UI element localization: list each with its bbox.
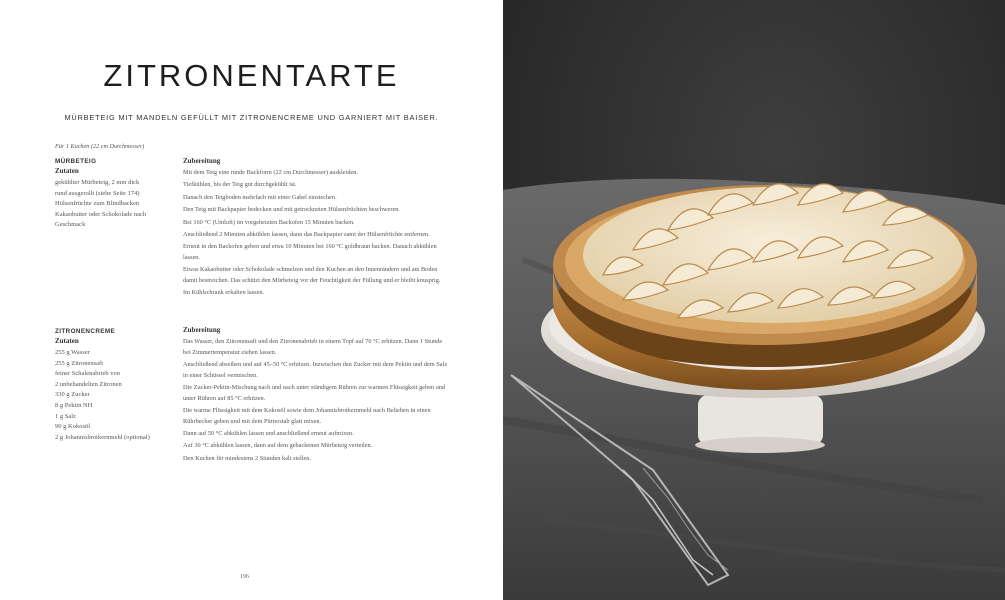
ingredients-item: 1 g Salz [55,412,76,420]
page-number: 196 [240,574,249,580]
steps-item: Die warme Flüssigkeit mit dem Kokosöl sowie dem Johannisbrotkernmehl nach Belieben in einen Rührbecher geben und mit dem Pürierstab glatt mixen. [183,406,431,425]
steps-item: Die Zucker-Pektin-Mischung nach und nach unter ständigem Rühren zur warmen Flüssigkeit geben und unter Rühren auf 85 °C erhitzen. [183,383,446,402]
steps-item: Erneut in den Backofen geben und etwa 10 Minuten bei 160 °C goldbraun backen. Danach abkühlen lassen. [183,243,437,261]
ingredients-item: feiner Schalenabrieb von [55,370,120,378]
ingredients-item: 330 g Zucker [55,391,90,399]
steps-heading: Zubereitung [183,326,221,334]
steps-item: Etwas Kakaobutter oder Schokolade schmelzen und den Kuchen an den Innenrändern und am Boden damit bestreichen. Das schützt den Mürbeteig vor der Feuchtigkeit der Füllung und er bleibt knusprig. [183,266,441,284]
ingredients-heading: Zutaten [55,167,79,175]
ingredients-heading: Zutaten [55,337,79,345]
ingredients-item: 255 g Zitronensaft [55,359,104,367]
ingredients-item: Kakaobutter oder Schokolade nach [55,210,147,218]
steps-item: Anschließend abseihen und auf 45–50 °C erhitzen. Inzwischen den Zucker mit dem Pektin und dem Salz in einer Schüssel vermischen. [183,360,448,379]
steps-item: Mit dem Teig eine runde Backform (22 cm Durchmesser) auskleiden. [183,169,359,176]
ingredients-item: 8 g Pektin NH [55,401,93,409]
section-title-zitronencreme: ZITRONENCREME [55,328,116,335]
steps-item: Danach den Teigboden mehrfach mit einer Gabel einstechen. [183,193,337,201]
ingredients-item: 2 g Johannisbrotkernmehl (optional) [55,433,150,441]
recipe-title: ZITRONENTARTE [103,58,400,93]
steps-item: Den Teig mit Backpapier bedecken und mit getrockneten Hülsenfrüchten beschweren. [183,206,400,214]
ingredients-item: Geschmack [55,221,86,229]
recipe-yield: Für 1 Kuchen (22 cm Durchmesser) [55,143,145,150]
steps-list [183,337,451,466]
ingredients-list [55,348,173,443]
steps-item: Bei 160 °C (Umluft) im vorgeheizten Backofen 15 Minuten backen. [183,218,355,226]
ingredients-item: 255 g Wasser [55,349,90,356]
steps-item: Anschließend 2 Minuten abkühlen lassen, dann das Backpapier samt der Hülsenfrüchte entfernen. [183,230,430,238]
steps-item: Das Wasser, den Zitronensaft und den Zitronenabrieb in einem Topf auf 70 °C erhitzen. Dann 1 Stunde bei Zimmertemperatur ziehen lassen. [183,338,443,356]
recipe-subtitle: MÜRBETEIG MIT MANDELN GEFÜLLT MIT ZITRONENCREME UND GARNIERT MIT BAISER. [64,113,439,122]
section-title-muerbeteig: MÜRBETEIG [55,158,97,165]
tart-photo-illustration [503,0,1005,600]
tart-photo [503,0,1005,600]
ingredients-list [55,178,173,231]
ingredients-item: 2 unbehandelten Zitronen [55,380,122,388]
steps-heading: Zubereitung [183,157,221,165]
ingredients-item: gekühlter Mürbeteig, 2 mm dick [55,179,140,186]
steps-item: Im Kühlschrank erkalten lassen. [183,289,265,297]
steps-item: Tiefkühlen, bis der Teig gut durchgekühlt ist. [183,181,297,189]
ingredients-item: rund ausgerollt (siehe Seite 174) [55,189,140,197]
steps-item: Auf 30 °C abkühlen lassen, dann auf dem gebackenen Mürbeteig verteilen. [183,442,373,450]
ingredients-item: 90 g Kokosöl [55,423,91,431]
steps-list [183,168,451,301]
steps-item: Den Kuchen für mindestens 2 Stunden kalt stellen. [183,454,312,462]
ingredients-item: Hülsenfrüchte zum Blindbacken [55,200,140,208]
steps-item: Dann auf 50 °C abkühlen lassen und anschließend erneut aufmixen. [183,429,354,437]
